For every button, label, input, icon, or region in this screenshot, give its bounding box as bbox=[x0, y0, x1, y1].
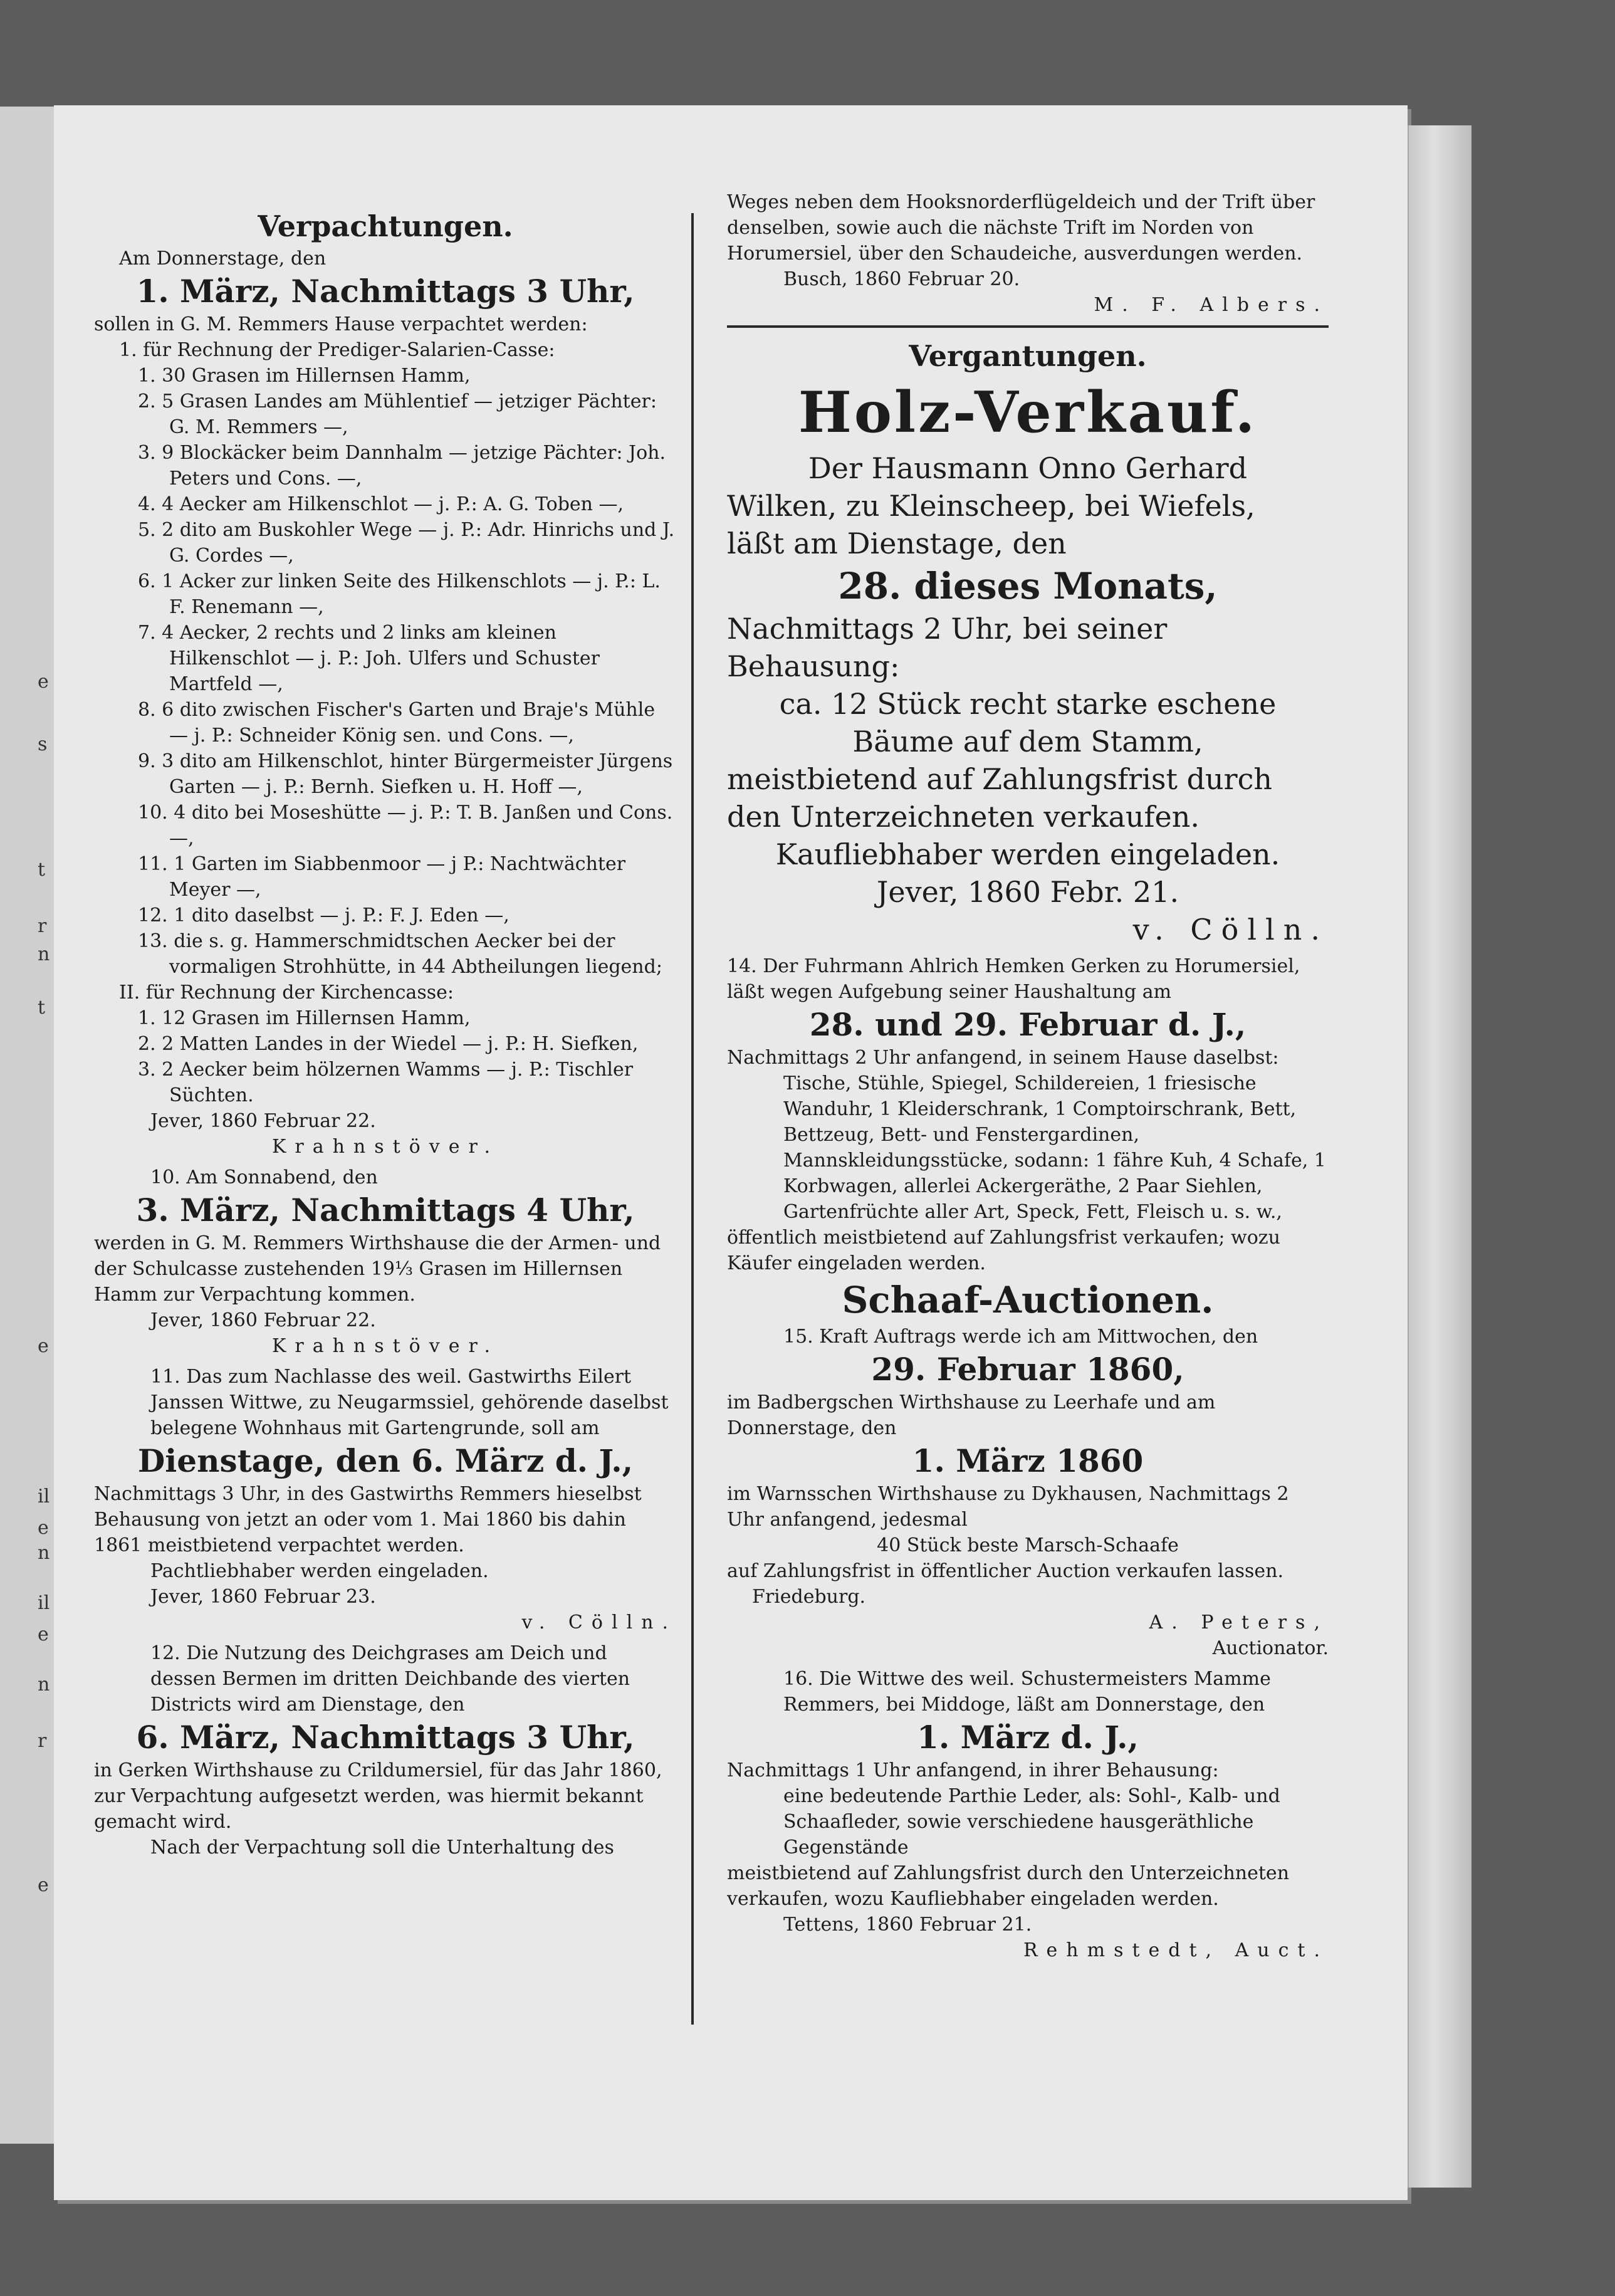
schaaf-auctionen-title: Schaaf-Auctionen. bbox=[842, 1279, 1214, 1321]
notice-body: werden in G. M. Remmers Wirthshause die der Armen- und der Schulcasse zustehenden 19⅓ Grasen im Hillernsen Hamm zur Verpachtung kommen. bbox=[94, 1232, 661, 1306]
notice-body: 40 Stück beste Marsch-Schaafe bbox=[877, 1534, 1179, 1556]
notice-invite: Pachtliebhaber werden eingeladen. bbox=[150, 1560, 489, 1582]
holz-line: Der Hausmann Onno Gerhard bbox=[808, 451, 1248, 485]
notice-date: 29. Februar 1860, bbox=[871, 1351, 1184, 1388]
margin-letter: r bbox=[38, 915, 47, 937]
section-heading-vergantungen: Vergantungen. bbox=[909, 339, 1147, 373]
notice-date: 28. dieses Monats, bbox=[838, 565, 1218, 607]
notice-signature-title: Auctionator. bbox=[1212, 1637, 1329, 1659]
list-item: 9. 3 dito am Hilkenschlot, hinter Bürgermeister Jürgens Garten — j. P.: Bernh. Siefken u. H. Hoff —, bbox=[138, 750, 673, 798]
notice-body: 14. Der Fuhrmann Ahlrich Hemken Gerken zu Horumersiel, läßt wegen Aufgebung seiner Haushaltung am bbox=[727, 955, 1300, 1003]
notice-intro: Am Donnerstage, den bbox=[119, 248, 327, 270]
notice-body: öffentlich meistbietend auf Zahlungsfrist verkaufen; wozu Käufer eingeladen werden. bbox=[727, 1227, 1280, 1274]
list-item: 3. 2 Aecker beim hölzernen Wamms — j. P.: Tischler Süchten. bbox=[138, 1059, 634, 1106]
notice-body: 11. Das zum Nachlasse des weil. Gastwirths Eilert Janssen Wittwe, zu Neugarmssiel, gehörende daselbst belegene Wohnhaus mit Gartengrunde, soll am bbox=[150, 1366, 669, 1439]
holz-line: ca. 12 Stück recht starke eschene bbox=[779, 687, 1277, 721]
notice-body: 16. Die Wittwe des weil. Schustermeisters Mamme Remmers, bei Middoge, läßt am Donnerstage, den bbox=[783, 1668, 1271, 1716]
holz-line: läßt am Dienstage, den bbox=[727, 527, 1067, 560]
notice-date: 3. März, Nachmittags 4 Uhr, bbox=[136, 1192, 635, 1229]
margin-letter: e bbox=[38, 1623, 49, 1645]
subsection-heading: II. für Rechnung der Kirchencasse: bbox=[119, 982, 454, 1004]
notice-body: auf Zahlungsfrist in öffentlicher Auction verkaufen lassen. bbox=[727, 1560, 1284, 1582]
holz-line: Nachmittags 2 Uhr, bei seiner Behausung: bbox=[727, 612, 1168, 683]
notice-intro: 10. Am Sonnabend, den bbox=[150, 1166, 378, 1188]
notice-12 bbox=[94, 1640, 677, 1860]
notice-body: in Gerken Wirthshause zu Crildumersiel, für das Jahr 1860, zur Verpachtung aufgesetzt werden, was hiermit bekannt gemacht wird. bbox=[94, 1759, 662, 1833]
notice-date: Dienstage, den 6. März d. J., bbox=[137, 1442, 634, 1479]
notice-place: Friedeburg. bbox=[752, 1586, 866, 1608]
adjacent-page-edge bbox=[0, 107, 56, 2144]
notice-16 bbox=[727, 1666, 1329, 1963]
list-item: 4. 4 Aecker am Hilkenschlot — j. P.: A. G. Toben —, bbox=[138, 493, 624, 515]
notice-body: Nach der Verpachtung soll die Unterhaltung des bbox=[150, 1837, 614, 1858]
section-heading-verpachtungen: Verpachtungen. bbox=[258, 209, 513, 243]
notice-signature: v. Cölln. bbox=[521, 1612, 677, 1633]
notice-body: 15. Kraft Auftrags werde ich am Mittwochen, den bbox=[783, 1326, 1258, 1348]
notice-dateline: Busch, 1860 Februar 20. bbox=[783, 268, 1020, 290]
continued-notice: Weges neben dem Hooksnorderflügeldeich und der Trift über denselben, sowie auch die nächste Trift im Norden von Horumersiel, über den Schaudeiche, ausverdungen werden. bbox=[727, 191, 1315, 265]
notice-signature: A. Peters, bbox=[1149, 1612, 1329, 1633]
list-item: 8. 6 dito zwischen Fischer's Garten und Braje's Mühle — j. P.: Schneider König sen. und Cons. —, bbox=[138, 699, 656, 747]
margin-letter: n bbox=[38, 1542, 50, 1564]
margin-letter: r bbox=[38, 1730, 47, 1752]
margin-letter: e bbox=[38, 1335, 49, 1357]
notice-14 bbox=[727, 953, 1329, 1276]
notice-body: im Badbergschen Wirthshause zu Leerhafe und am Donnerstage, den bbox=[727, 1392, 1216, 1439]
notice-11 bbox=[94, 1364, 677, 1635]
notice-9 bbox=[94, 246, 677, 1160]
holz-line: Bäume auf dem Stamm, bbox=[852, 725, 1203, 758]
notice-dateline: Jever, 1860 Februar 22. bbox=[150, 1309, 376, 1331]
list-item: 7. 4 Aecker, 2 rechts und 2 links am kleinen Hilkenschlot — j. P.: Joh. Ulfers und Schuster Martfeld —, bbox=[138, 622, 600, 695]
list-item: 2. 2 Matten Landes in der Wiedel — j. P.: H. Siefken, bbox=[138, 1033, 639, 1055]
margin-letter: il bbox=[38, 1592, 50, 1614]
holz-line: Kaufliebhaber werden eingeladen. bbox=[775, 837, 1280, 871]
notice-signature: v. Cölln. bbox=[1132, 913, 1329, 946]
notice-date: 6. März, Nachmittags 3 Uhr, bbox=[136, 1719, 635, 1756]
holz-verkauf-notice bbox=[727, 375, 1329, 948]
notice-date: 28. und 29. Februar d. J., bbox=[809, 1006, 1247, 1043]
notice-signature: Rehmstedt, Auct. bbox=[1023, 1939, 1329, 1961]
list-item: 6. 1 Acker zur linken Seite des Hilkenschlots — j. P.: L. F. Renemann —, bbox=[138, 570, 661, 618]
list-item: 2. 5 Grasen Landes am Mühlentief — jetziger Pächter: G. M. Remmers —, bbox=[138, 391, 657, 438]
notice-date: 1. März, Nachmittags 3 Uhr, bbox=[136, 273, 635, 310]
notice-date: 1. März 1860 bbox=[912, 1442, 1144, 1479]
notice-body: Nachmittags 3 Uhr, in des Gastwirths Remmers hieselbst Behausung von jetzt an oder vom 1. Mai 1860 bis dahin 1861 meistbietend verpachtet werden. bbox=[94, 1483, 642, 1556]
subsection-heading: 1. für Rechnung der Prediger-Salarien-Casse: bbox=[119, 339, 555, 361]
notice-body: Nachmittags 1 Uhr anfangend, in ihrer Behausung: bbox=[727, 1759, 1219, 1781]
list-item: 1. 30 Grasen im Hillernsen Hamm, bbox=[138, 365, 471, 387]
margin-letter: s bbox=[38, 733, 48, 755]
margin-letter: il bbox=[38, 1486, 50, 1507]
notice-body: Nachmittags 2 Uhr anfangend, in seinem Hause daselbst: bbox=[727, 1047, 1279, 1069]
list-item: 3. 9 Blockäcker beim Dannhalm — jetzige Pächter: Joh. Peters und Cons. —, bbox=[138, 442, 666, 490]
margin-letter: e bbox=[38, 1874, 49, 1896]
holz-line: den Unterzeichneten verkaufen. bbox=[727, 800, 1199, 834]
section-rule bbox=[727, 325, 1329, 328]
right-column bbox=[727, 189, 1329, 1963]
margin-letter: e bbox=[38, 1517, 49, 1539]
notice-signature: Krahnstöver. bbox=[271, 1136, 499, 1158]
list-item: 1. 12 Grasen im Hillernsen Hamm, bbox=[138, 1007, 471, 1029]
margin-letter: n bbox=[38, 1674, 50, 1696]
margin-letter: n bbox=[38, 943, 50, 965]
notice-dateline: Tettens, 1860 Februar 21. bbox=[783, 1914, 1032, 1936]
notice-body: meistbietend auf Zahlungsfrist durch den Unterzeichneten verkaufen, wozu Kaufliebhaber eingeladen werden. bbox=[727, 1862, 1290, 1910]
schaaf-auctionen-notice bbox=[727, 1276, 1329, 1661]
notice-dateline: Jever, 1860 Februar 23. bbox=[150, 1586, 376, 1608]
margin-letter: t bbox=[38, 997, 46, 1019]
holz-line: meistbietend auf Zahlungsfrist durch bbox=[727, 762, 1273, 796]
left-column bbox=[94, 207, 677, 1860]
holz-line: Wilken, zu Kleinscheep, bei Wiefels, bbox=[727, 489, 1255, 523]
notice-10 bbox=[94, 1165, 677, 1359]
notice-goods: Tische, Stühle, Spiegel, Schildereien, 1 friesische Wanduhr, 1 Kleiderschrank, 1 Comptoirschrank, Bett, Bettzeug, Bett- und Fenstergardinen, Mannskleidungsstücke, sodann: 1 fähre Kuh, 4 Schafe, 1 Korbwagen, allerlei Ackergeräthe, 2 Paar Siehlen, Gartenfrüchte aller Art, Speck, Fett, Fleisch u. s. w., bbox=[783, 1072, 1326, 1223]
notice-date: 1. März d. J., bbox=[917, 1719, 1139, 1756]
margin-letter: e bbox=[38, 671, 49, 693]
list-item: 11. 1 Garten im Siabbenmoor — j P.: Nachtwächter Meyer —, bbox=[138, 853, 626, 901]
list-item: 13. die s. g. Hammerschmidtschen Aecker bei der vormaligen Strohhütte, in 44 Abtheilungen liegend; bbox=[138, 930, 662, 978]
margin-letter: t bbox=[38, 859, 46, 881]
holz-verkauf-title: Holz-Verkauf. bbox=[798, 379, 1258, 446]
notice-body: im Warnsschen Wirthshause zu Dykhausen, Nachmittags 2 Uhr anfangend, jedesmal bbox=[727, 1483, 1289, 1531]
notice-signature: Krahnstöver. bbox=[271, 1335, 499, 1357]
notice-signature: M. F. Albers. bbox=[1094, 294, 1329, 316]
page-stack-edge bbox=[1408, 125, 1471, 2188]
notice-body: 12. Die Nutzung des Deichgrases am Deich und dessen Bermen im dritten Deichbande des vierten Districts wird am Dienstage, den bbox=[150, 1642, 630, 1716]
list-item: 5. 2 dito am Buskohler Wege — j. P.: Adr. Hinrichs und J. G. Cordes —, bbox=[138, 519, 675, 567]
notice-lead: sollen in G. M. Remmers Hause verpachtet werden: bbox=[94, 313, 588, 335]
holz-dateline: Jever, 1860 Febr. 21. bbox=[876, 875, 1179, 909]
notice-dateline: Jever, 1860 Februar 22. bbox=[150, 1110, 376, 1132]
column-divider bbox=[691, 213, 694, 2025]
list-item: 10. 4 dito bei Moseshütte — j. P.: T. B. Janßen und Cons. —, bbox=[138, 802, 673, 849]
notice-goods: eine bedeutende Parthie Leder, als: Sohl-, Kalb- und Schaafleder, sowie verschiedene hausgeräthliche Gegenstände bbox=[783, 1785, 1280, 1858]
list-item: 12. 1 dito daselbst — j. P.: F. J. Eden —, bbox=[138, 904, 510, 926]
